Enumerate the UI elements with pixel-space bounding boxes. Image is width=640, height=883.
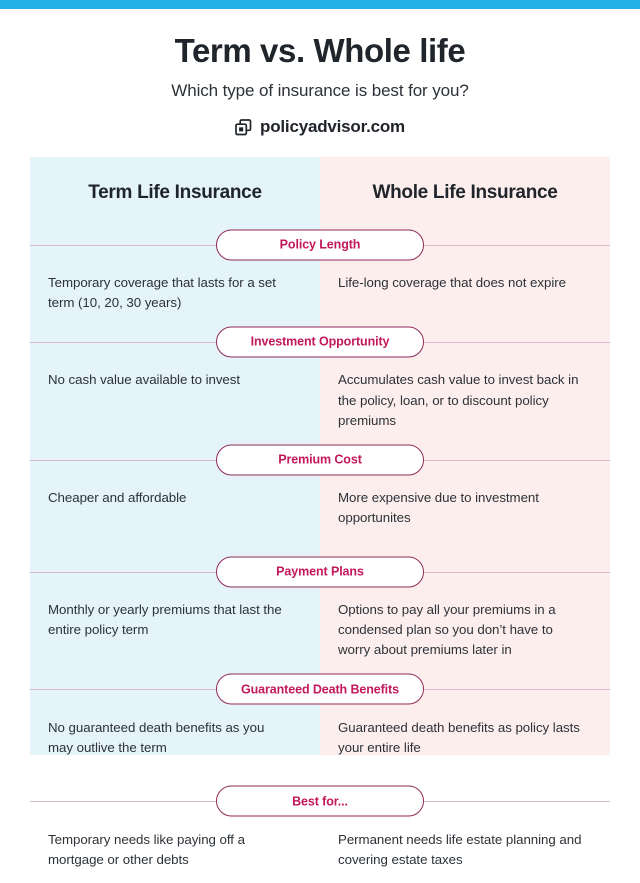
table-row bbox=[30, 786, 610, 883]
comparison-table bbox=[30, 157, 610, 867]
category-divider bbox=[30, 556, 610, 587]
cell-term: Cheaper and affordable bbox=[48, 490, 187, 506]
category-divider bbox=[30, 674, 610, 705]
cell-whole: Permanent needs life estate planning and covering estate taxes bbox=[338, 831, 582, 867]
table-row bbox=[30, 326, 610, 444]
table-row bbox=[30, 556, 610, 674]
page-subtitle: Which type of insurance is best for you? bbox=[171, 81, 469, 101]
cell-whole: Accumulates cash value to invest back in the policy, loan, or to discount policy premiums bbox=[338, 372, 579, 428]
category-divider bbox=[30, 229, 610, 260]
category-pill-best-for: Best for... bbox=[216, 786, 424, 817]
category-divider bbox=[30, 444, 610, 475]
brand bbox=[0, 117, 640, 137]
cell-whole: More expensive due to investment opportunites bbox=[338, 490, 539, 526]
cell-term: Temporary coverage that lasts for a set term (10, 20, 30 years) bbox=[48, 275, 276, 311]
cell-term: No cash value available to invest bbox=[48, 372, 241, 388]
category-pill-premium-cost: Premium Cost bbox=[216, 444, 424, 475]
cell-whole: Life-long coverage that does not expire bbox=[338, 275, 566, 290]
category-pill-investment-opportunity: Investment Opportunity bbox=[216, 326, 424, 357]
stacked-squares-logo-icon bbox=[235, 119, 252, 136]
cell-term: No guaranteed death benefits as you may outlive the term bbox=[48, 719, 265, 755]
cell-term: Monthly or yearly premiums that last the entire policy term bbox=[48, 602, 282, 638]
column-header-whole: Whole Life Insurance bbox=[372, 182, 558, 203]
brand-name: policyadvisor.com bbox=[260, 117, 405, 137]
cell-whole: Options to pay all your premiums in a condensed plan so you don’t have to worry about premiums later in bbox=[338, 602, 556, 658]
page-title: Term vs. Whole life bbox=[174, 32, 466, 69]
table-header-row bbox=[30, 157, 610, 229]
category-pill-payment-plans: Payment Plans bbox=[216, 556, 424, 587]
top-accent-bar bbox=[0, 0, 640, 9]
cell-whole: Guaranteed death benefits as policy lasts your entire life bbox=[338, 719, 580, 755]
table-row bbox=[30, 674, 610, 786]
category-pill-policy-length: Policy Length bbox=[216, 229, 424, 260]
table-row bbox=[30, 229, 610, 326]
table-row bbox=[30, 444, 610, 556]
column-header-term: Term Life Insurance bbox=[88, 182, 262, 203]
header bbox=[0, 9, 640, 137]
category-divider bbox=[30, 326, 610, 357]
cell-term: Temporary needs like paying off a mortgage or other debts bbox=[48, 831, 245, 867]
category-pill-guaranteed-death-benefits: Guaranteed Death Benefits bbox=[216, 674, 424, 705]
category-divider bbox=[30, 786, 610, 817]
